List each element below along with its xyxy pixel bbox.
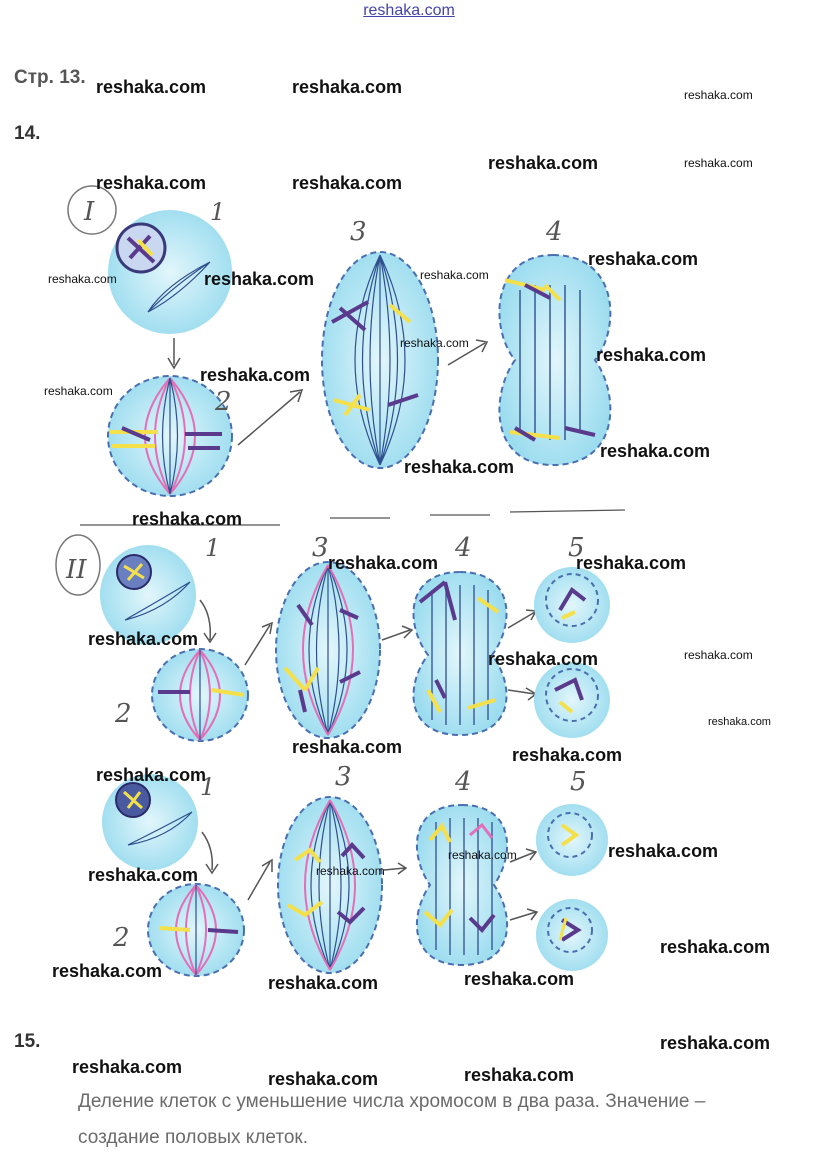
daughter-cell xyxy=(534,662,610,738)
row-one-cells xyxy=(68,186,610,496)
arrow-icon xyxy=(168,338,180,368)
roman-two-label: II xyxy=(66,555,87,585)
watermark: reshaka.com xyxy=(464,969,575,989)
answer-line: создание половых клеток. xyxy=(78,1127,308,1148)
watermark: reshaka.com xyxy=(204,269,315,289)
watermark: reshaka.com xyxy=(708,716,771,728)
stage-label: 4 xyxy=(455,767,472,797)
anaphase-cell xyxy=(417,805,507,965)
watermark: reshaka.com xyxy=(684,648,753,662)
watermark: reshaka.com xyxy=(200,365,311,385)
watermark: reshaka.com xyxy=(132,509,243,529)
watermark: reshaka.com xyxy=(512,745,623,765)
watermark: reshaka.com xyxy=(52,961,163,981)
stage-label: 3 xyxy=(312,533,329,563)
arrow-icon xyxy=(384,863,406,874)
watermark: reshaka.com xyxy=(600,441,711,461)
watermark: reshaka.com xyxy=(316,864,385,878)
watermark: reshaka.com xyxy=(660,1033,771,1053)
stage-label: 1 xyxy=(210,198,226,226)
watermark: reshaka.com xyxy=(292,77,403,97)
stage-label: 5 xyxy=(570,767,587,797)
watermark: reshaka.com xyxy=(684,88,753,102)
watermark: reshaka.com xyxy=(684,156,753,170)
watermark: reshaka.com xyxy=(448,848,517,862)
arrow-icon xyxy=(200,600,216,642)
watermark: reshaka.com xyxy=(96,765,207,785)
watermark: reshaka.com xyxy=(96,173,207,193)
arrow-icon xyxy=(245,623,272,665)
stage-label: 2 xyxy=(215,387,232,417)
stage-label: 3 xyxy=(350,217,367,247)
chromosome xyxy=(208,930,238,932)
arrow-icon xyxy=(382,626,412,640)
stage-label: 3 xyxy=(335,762,352,792)
watermark: reshaka.com xyxy=(576,553,687,573)
watermark: reshaka.com xyxy=(404,457,515,477)
watermark: reshaka.com xyxy=(596,345,707,365)
watermark: reshaka.com xyxy=(660,937,771,957)
daughter-cell xyxy=(534,567,610,643)
watermark: reshaka.com xyxy=(488,649,599,669)
task-14-number: 14. xyxy=(14,123,41,144)
watermark: reshaka.com xyxy=(44,384,113,398)
watermark: reshaka.com xyxy=(328,553,439,573)
stage-label: 5 xyxy=(568,533,585,563)
watermark: reshaka.com xyxy=(464,1065,575,1085)
site-link[interactable]: reshaka.com xyxy=(363,2,455,19)
arrow-icon xyxy=(508,688,536,700)
watermark: reshaka.com xyxy=(400,336,469,350)
watermark: reshaka.com xyxy=(96,77,207,97)
stage-label: 4 xyxy=(455,533,472,563)
interphase-cell xyxy=(102,774,198,870)
watermark: reshaka.com xyxy=(88,865,199,885)
arrow-icon xyxy=(238,390,302,445)
page-label: Стр. 13. xyxy=(14,67,86,88)
stage-label: 1 xyxy=(205,534,221,562)
answer-line: Деление клеток с уменьшение числа хромосом в два раза. Значение – xyxy=(78,1091,706,1112)
arrow-icon xyxy=(248,860,272,900)
arrow-icon xyxy=(202,832,218,873)
watermark: reshaka.com xyxy=(588,249,699,269)
stage-label: 2 xyxy=(113,923,130,953)
roman-one-label: I xyxy=(84,197,95,227)
watermark: reshaka.com xyxy=(292,737,403,757)
watermark: reshaka.com xyxy=(72,1057,183,1077)
watermark: reshaka.com xyxy=(268,973,379,993)
watermark: reshaka.com xyxy=(268,1069,379,1089)
chromosome xyxy=(160,928,190,930)
task-15-number: 15. xyxy=(14,1031,41,1052)
stage-label: 4 xyxy=(546,217,563,247)
answer-text xyxy=(78,1084,813,1156)
stage-label: 2 xyxy=(115,699,132,729)
watermark: reshaka.com xyxy=(48,272,117,286)
arrow-icon xyxy=(508,610,536,628)
watermark: reshaka.com xyxy=(292,173,403,193)
watermark: reshaka.com xyxy=(88,629,199,649)
stage-label: 1 xyxy=(200,773,216,801)
arrow-icon xyxy=(510,909,537,920)
watermark: reshaka.com xyxy=(420,268,489,282)
watermark: reshaka.com xyxy=(488,153,599,173)
watermark: reshaka.com xyxy=(608,841,719,861)
